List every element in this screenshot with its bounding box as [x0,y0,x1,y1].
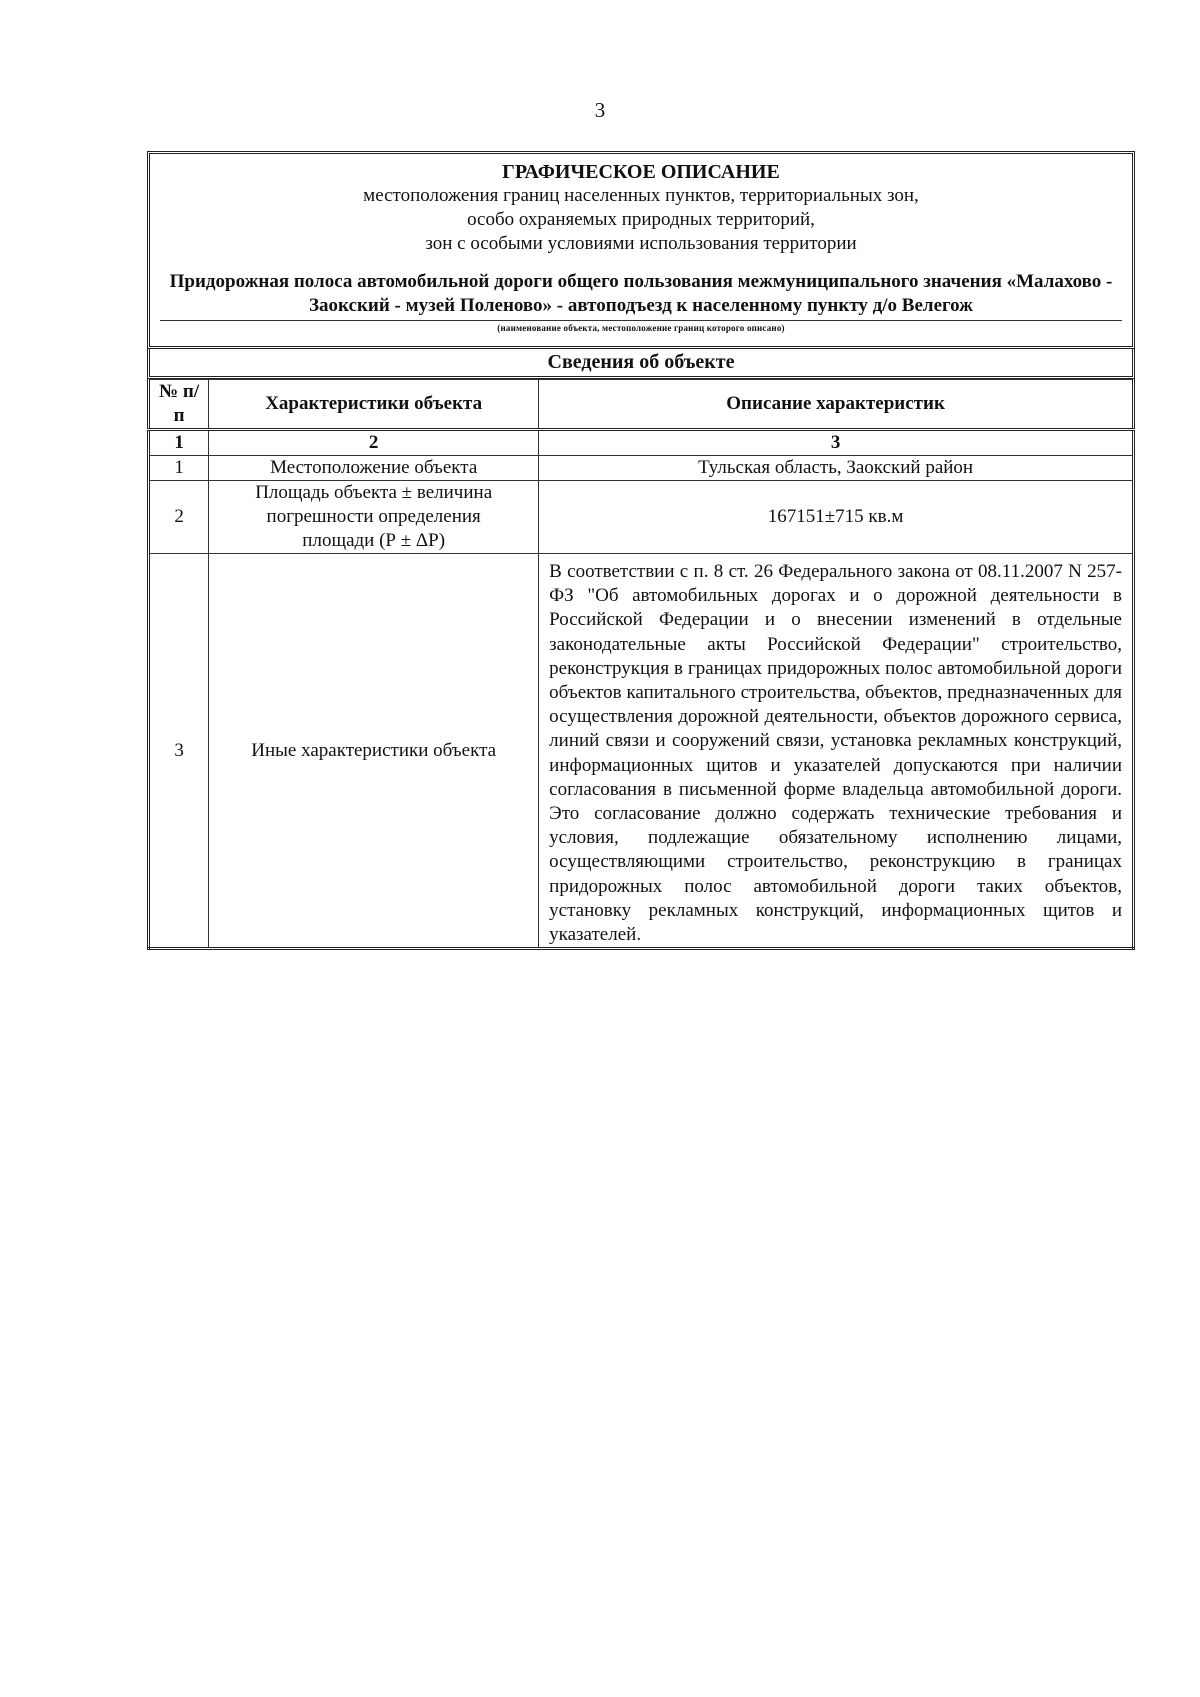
characteristic-cell: Площадь объекта ± величина погрешности определения площади (Р ± ΔР) [209,481,539,554]
table-row [149,456,1134,481]
object-name: Придорожная полоса автомобильной дороги общего пользования межмуниципального значения «Малахово - Заокский - музей Поленово» - автоподъезд к населенному пункту д/о Велегож [169,271,1113,316]
table-row [149,554,1134,949]
row-number: 1 [149,456,209,481]
document-frame [147,151,1135,950]
description-cell: В соответствии с п. 8 ст. 26 Федерального закона от 08.11.2007 N 257-ФЗ "Об автомобильных дорогах и о дорожной деятельности в Российской Федерации и о внесении изменений в отдельные законодательные акты Российской Федерации" строительство, реконструкция в границах придорожных полос автомобильной дороги объектов капитального строительства, объектов, предназначенных для осуществления дорожной деятельности, объектов дорожного сервиса, линий связи и сооружений связи, установка рекламных конструкций, информационных щитов и указателей допускаются при наличии согласования в письменной форме владельца автомобильной дороги. Это согласование должно содержать технические требования и условия, подлежащие обязательному исполнению лицами, осуществляющими строительство, реконструкцию в границах придорожных полос автомобильной дороги таких объектов, установку рекламных конструкций, информационных щитов и указателей. [539,554,1134,949]
characteristic-cell: Местоположение объекта [209,456,539,481]
row-number: 3 [149,554,209,949]
page-number: 3 [594,98,606,122]
column-number: 2 [209,430,539,456]
subtitle-line: зон с особыми условиями использования территории [425,233,857,254]
table-row [149,481,1134,554]
object-name-caption: (наименование объекта, местоположение границ которого описано) [497,323,785,333]
column-number: 3 [539,430,1134,456]
header-box [147,151,1135,349]
row-number: 2 [149,481,209,554]
description-cell: Тульская область, Заокский район [539,456,1134,481]
document-title: ГРАФИЧЕСКОЕ ОПИСАНИЕ [502,161,780,183]
column-number: 1 [149,430,209,456]
object-name-underline [160,320,1122,321]
column-header-number: № п/п [149,380,209,430]
object-info-table [147,379,1135,950]
column-header-description: Описание характеристик [539,380,1134,430]
column-numbering-row [149,430,1134,456]
subtitle-line: особо охраняемых природных территорий, [467,209,815,230]
characteristic-cell: Иные характеристики объекта [209,554,539,949]
table-header-row [149,380,1134,430]
description-cell: 167151±715 кв.м [539,481,1134,554]
column-header-characteristic: Характеристики объекта [209,380,539,430]
section-title: Сведения об объекте [147,349,1135,379]
subtitle-line: местоположения границ населенных пунктов, территориальных зон, [363,185,919,206]
